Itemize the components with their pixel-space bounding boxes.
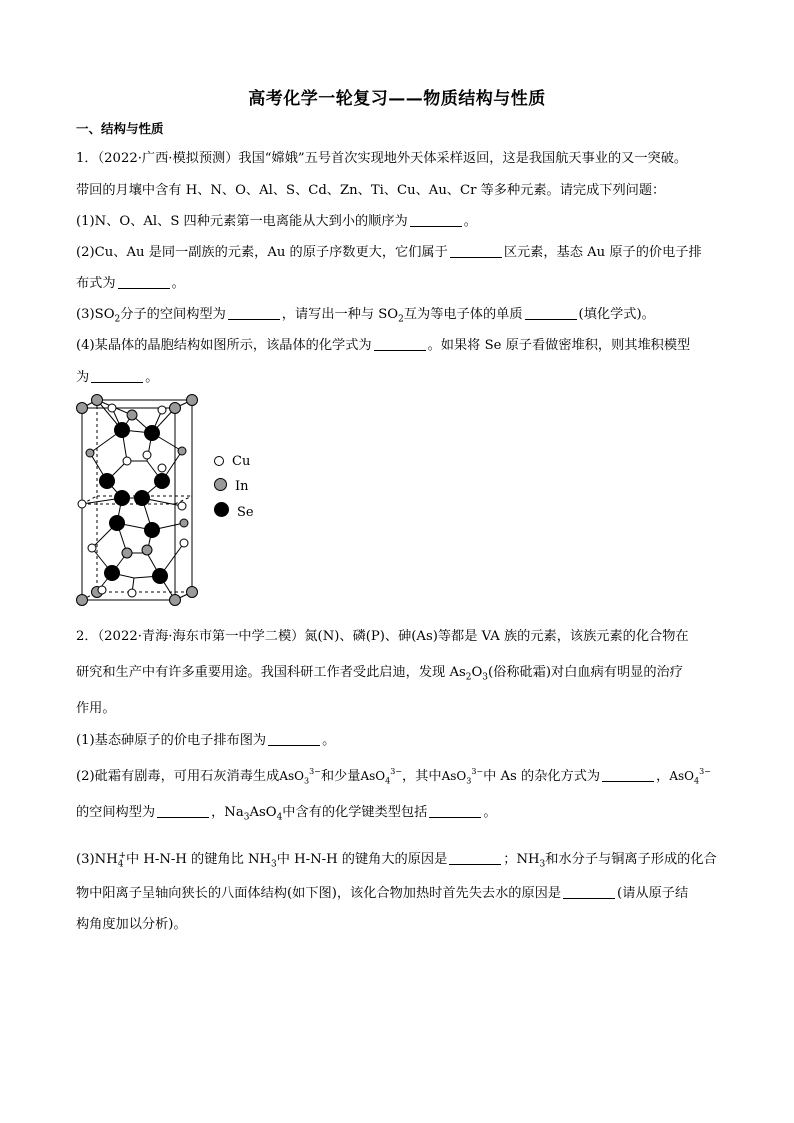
q2-part-2-cont: 的空间构型为 ，$Na_3AsO_4$中含有的化学键类型包括 。 [76, 805, 497, 823]
answer-blank[interactable] [374, 337, 426, 351]
q2-intro-line-2: 研究和生产中有许多重要用途。我国科研工作者受此启迪，发现 $As_2O_3$(俗称砒霜)对白血病有明显的治疗 [76, 665, 683, 683]
answer-blank[interactable] [228, 306, 280, 320]
se-atom-icon [214, 502, 229, 517]
q2-intro-line-3: 作用。 [76, 701, 116, 716]
q1-part-4-cont: 为 。 [76, 370, 159, 385]
answer-blank[interactable] [450, 244, 502, 258]
arsenite-ion: AsO$_3^{3-}$ [441, 767, 484, 786]
q2-part-3-cont: 物中阳离子呈轴向狭长的八面体结构(如下图)，该化合物加热时首先失去水的原因是 (请从原子结 [76, 886, 689, 901]
q2-intro-line-1: 2．（2022·青海·海东市第一中学二模）氮(N)、磷(P)、砷(As)等都是 VA 族的元素，该族元素的化合物在 [76, 629, 689, 644]
answer-blank[interactable] [118, 275, 170, 289]
legend-se: Se [214, 502, 254, 520]
cu-atom-icon [214, 456, 224, 466]
in-atom-icon [214, 478, 227, 491]
q1-part-3: $(3)SO_2$分子的空间构型为 ，请写出一种与 $SO_2$互为等电子体的单质 (填化学式)。 [76, 307, 655, 325]
arsenate-ion: AsO$_4^{3-}$ [360, 767, 402, 786]
q1-part-2: (2)Cu、Au 是同一副族的元素，Au 的原子序数更大，它们属于 区元素，基态 Au 原子的价电子排 [76, 245, 702, 260]
answer-blank[interactable] [157, 804, 209, 818]
arsenate-ion: AsO$_4^{3-}$ [669, 767, 711, 786]
q1-intro-line-1: 1．（2022·广西·模拟预测）我国“嫦娥”五号首次实现地外天体采样返回，这是我国航天事业的又一突破。 [76, 151, 688, 166]
answer-blank[interactable] [525, 306, 577, 320]
page-title: 高考化学一轮复习——物质结构与性质 [248, 89, 546, 109]
q1-part-1: (1)N、O、Al、S 四种元素第一电离能从大到小的顺序为 。 [76, 214, 477, 229]
q2-part-3: $(3)NH_4^+$中 H-N-H 的键角比 $NH_3$中 H-N-H 的键角大的原因是 ；$NH_3$和水分子与铜离子形成的化合 [76, 850, 717, 870]
arsenite-ion: AsO$_3^{3-}$ [279, 767, 321, 786]
legend-cu: Cu [214, 454, 250, 469]
answer-blank[interactable] [410, 213, 462, 227]
answer-blank[interactable] [602, 768, 654, 782]
crystal-cell-diagram [72, 393, 202, 611]
answer-blank[interactable] [429, 804, 481, 818]
q1-part-4: (4)某晶体的晶胞结构如图所示，该晶体的化学式为 。如果将 Se 原子看做密堆积，则其堆积模型 [76, 338, 691, 353]
answer-blank[interactable] [449, 851, 501, 865]
answer-blank[interactable] [268, 732, 320, 746]
answer-blank[interactable] [563, 885, 615, 899]
q2-part-1: (1)基态砷原子的价电子排布图为 。 [76, 733, 336, 748]
q2-part-3-end: 构角度加以分析)。 [76, 917, 187, 932]
legend-in: In [214, 478, 249, 494]
q2-part-2: (2)砒霜有剧毒，可用石灰消毒生成AsO$_3^{3-}$和少量AsO$_4^{3-}$，其中AsO$_3^{3-}$中 As 的杂化方式为 ，AsO$_4^{3-}$ [76, 767, 711, 786]
answer-blank[interactable] [91, 369, 143, 383]
q1-intro-line-2: 带回的月壤中含有 H、N、O、Al、S、Cd、Zn、Ti、Cu、Au、Cr 等多种元素。请完成下列问题： [76, 183, 666, 198]
q1-part-2-cont: 布式为 。 [76, 276, 185, 291]
section-heading: 一、结构与性质 [76, 121, 164, 136]
